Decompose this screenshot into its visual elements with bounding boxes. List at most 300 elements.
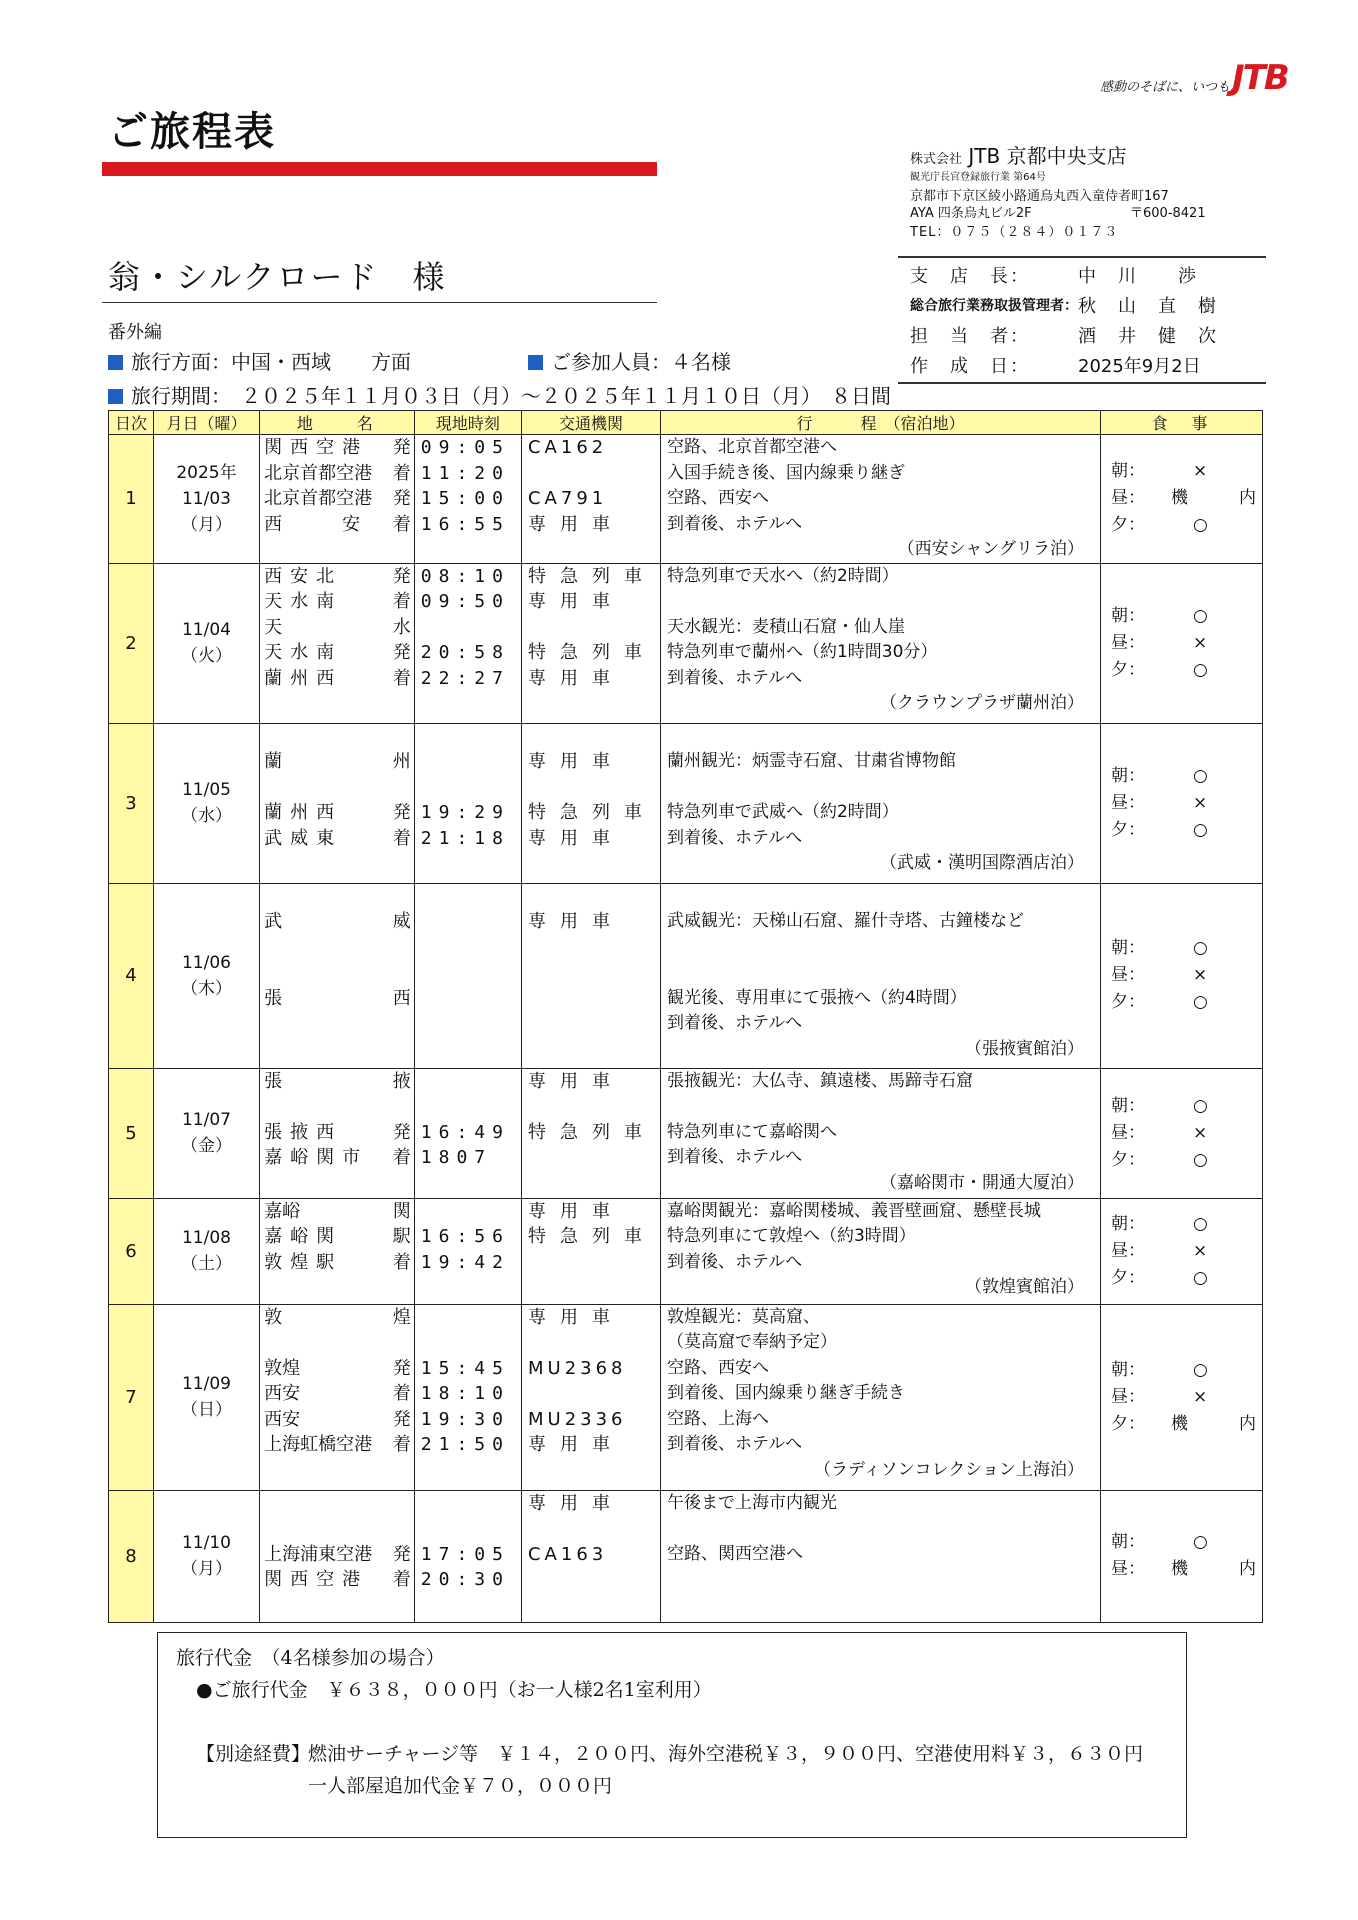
schedule-cell xyxy=(660,1068,1100,1198)
meal-value: ○ xyxy=(1192,819,1208,840)
destination-text: 旅行方面：中国・西域 方面 xyxy=(131,350,411,374)
time-line: 15:00 xyxy=(420,488,510,509)
date-text: 11/04 xyxy=(181,620,231,640)
meal-value: ○ xyxy=(1192,1095,1208,1116)
place-action: 着 xyxy=(392,1147,411,1168)
staff-value: 中 川 渉 xyxy=(1078,266,1198,287)
place-name: 天 xyxy=(264,616,283,638)
meal-key: 夕： xyxy=(1110,1413,1145,1434)
hotel-line: （武威・漢明国際酒店泊） xyxy=(879,853,1084,873)
place-line xyxy=(260,749,414,775)
meal-key: 朝： xyxy=(1110,765,1145,786)
time-line xyxy=(415,1171,521,1197)
meal-key: 朝： xyxy=(1110,1095,1145,1116)
date-text: 11/10 xyxy=(181,1533,231,1553)
time-line xyxy=(415,1516,521,1542)
meal-line xyxy=(1101,935,1262,962)
place-action: 着 xyxy=(392,1383,411,1404)
day-number: 6 xyxy=(109,1198,154,1304)
meal-line xyxy=(1101,1265,1262,1292)
meal-value: × xyxy=(1192,792,1208,813)
meal-value: ○ xyxy=(1192,1267,1208,1288)
date-cell xyxy=(153,883,259,1068)
meal-key: 昼： xyxy=(1110,1122,1145,1143)
meal-key: 夕： xyxy=(1110,1149,1145,1170)
itinerary-day-row xyxy=(109,563,1263,723)
transport-line xyxy=(522,1432,660,1458)
date-text: （土） xyxy=(180,1254,232,1274)
place-line xyxy=(260,435,414,461)
place-action: 発 xyxy=(392,488,411,509)
schedule-line: 特急列車で天水へ（約2時間） xyxy=(666,565,899,586)
transport-line xyxy=(522,1330,660,1356)
meal-cell xyxy=(1100,1490,1262,1622)
place-line xyxy=(260,1305,414,1331)
time-line: 09:50 xyxy=(420,591,510,612)
transport-line xyxy=(522,1224,660,1250)
schedule-line: 到着後、国内線乗り継ぎ手続き xyxy=(666,1383,905,1403)
transport-line xyxy=(522,1069,660,1095)
schedule-line xyxy=(661,724,1100,750)
time-line xyxy=(415,1069,521,1095)
place-line xyxy=(260,1593,414,1619)
time-line: 18:10 xyxy=(420,1383,510,1404)
destination-info xyxy=(108,346,411,375)
place-action: 着 xyxy=(392,827,411,849)
place-name: 嘉峪関市 xyxy=(264,1147,369,1168)
transport-text: 専用車 xyxy=(527,827,624,849)
place-name: 嘉峪 xyxy=(264,1200,301,1222)
meal-key: 昼： xyxy=(1110,1386,1145,1407)
transport-line xyxy=(522,589,660,615)
date-text: （木） xyxy=(180,978,232,999)
transport-line xyxy=(522,615,660,641)
hotel-line: （ラディソンコレクション上海泊） xyxy=(813,1459,1084,1480)
schedule-line xyxy=(661,589,1100,615)
place-action: 発 xyxy=(392,1543,411,1565)
place-line xyxy=(260,1567,414,1593)
col-header: 現地時刻 xyxy=(414,411,521,435)
time-line: 09:05 xyxy=(420,437,510,458)
col-header: 食 事 xyxy=(1100,411,1262,435)
meal-cell xyxy=(1100,563,1262,723)
date-text: 11/05 xyxy=(181,780,231,800)
place-line xyxy=(260,666,414,692)
schedule-line: 到着後、ホテルへ xyxy=(666,667,803,688)
place-action: 発 xyxy=(392,802,411,823)
transport-text: 専用車 xyxy=(527,591,624,612)
meal-line xyxy=(1101,1384,1262,1411)
meal-line xyxy=(1101,630,1262,657)
transport-text: CA162 xyxy=(527,437,608,458)
period-text: 旅行期間： ２０２５年１１月０３日（月）～２０２５年１１月１０日（月） ８日間 xyxy=(131,384,891,408)
schedule-line: 特急列車で武威へ（約2時間） xyxy=(666,802,899,822)
meal-key: 昼： xyxy=(1110,965,1145,985)
staff-key: 担 当 者： xyxy=(910,326,1030,347)
meal-value: ○ xyxy=(1192,1213,1208,1234)
hotel-line: （クラウンプラザ蘭州泊） xyxy=(879,693,1084,713)
place-action: 駅 xyxy=(392,1226,411,1247)
place-action: 着 xyxy=(392,1251,411,1273)
transport-line xyxy=(522,851,660,877)
time-line xyxy=(415,691,521,717)
meal-line xyxy=(1101,458,1262,485)
time-line xyxy=(415,960,521,986)
day-number: 2 xyxy=(109,563,154,723)
schedule-line: 到着後、ホテルへ xyxy=(666,827,803,848)
place-action: 発 xyxy=(392,642,411,663)
place-name: 敦煌 xyxy=(264,1357,301,1379)
col-header: 日次 xyxy=(109,411,154,435)
time-line xyxy=(415,986,521,1012)
time-line xyxy=(415,775,521,801)
schedule-line xyxy=(661,935,1100,961)
place-line xyxy=(260,935,414,961)
time-line: 16:55 xyxy=(420,513,510,535)
transport-line xyxy=(522,1037,660,1063)
schedule-line xyxy=(661,1094,1100,1120)
place-name: 上海虹橋空港 xyxy=(264,1434,373,1455)
place-line xyxy=(260,1171,414,1197)
meal-value: × xyxy=(1192,1240,1208,1261)
schedule-line xyxy=(661,1593,1100,1619)
transport-line xyxy=(522,909,660,935)
time-line xyxy=(415,909,521,935)
date-text: （金） xyxy=(180,1136,232,1156)
place-name: 蘭州西 xyxy=(264,667,343,689)
meal-line xyxy=(1101,763,1262,790)
meal-value: × xyxy=(1192,1122,1208,1143)
time-line xyxy=(415,749,521,775)
day-number: 5 xyxy=(109,1068,154,1198)
place-action: 発 xyxy=(392,1408,411,1430)
place-name: 天水南 xyxy=(264,642,343,663)
meal-key: 昼： xyxy=(1110,792,1145,813)
place-line xyxy=(260,486,414,512)
time-line xyxy=(415,615,521,641)
day-number: 1 xyxy=(109,435,154,564)
schedule-cell xyxy=(660,1490,1100,1622)
place-cell xyxy=(260,1198,415,1304)
meal-key: 夕： xyxy=(1110,515,1145,536)
schedule-line: 空路、上海へ xyxy=(666,1408,769,1429)
schedule-line: 張掖観光：大仏寺、鎮遠楼、馬蹄寺石窟 xyxy=(666,1070,973,1091)
time-cell xyxy=(414,1304,521,1490)
transport-cell xyxy=(521,435,660,564)
place-name: 北京首都空港 xyxy=(264,488,373,509)
transport-text: CA163 xyxy=(527,1543,608,1565)
schedule-line: 蘭州観光：炳霊寺石窟、甘粛省博物館 xyxy=(666,751,956,771)
transport-text: 専用車 xyxy=(527,1200,624,1222)
place-cell xyxy=(260,1068,415,1198)
col-header: 地 名 xyxy=(260,411,415,435)
extra-cost-line2: 一人部屋追加代金￥７０，０００円 xyxy=(308,1775,613,1797)
place-name: 天水南 xyxy=(264,591,343,612)
schedule-line xyxy=(661,960,1100,986)
time-line xyxy=(415,1330,521,1356)
place-line xyxy=(260,1011,414,1037)
transport-line xyxy=(522,537,660,563)
place-action: 着 xyxy=(392,1434,411,1455)
time-line: 15:45 xyxy=(420,1357,510,1379)
place-line xyxy=(260,1381,414,1407)
transport-line xyxy=(522,1381,660,1407)
participants-text: ご参加人員：４名様 xyxy=(551,350,731,374)
schedule-line: 到着後、ホテルへ xyxy=(666,1013,803,1033)
meal-key: 昼： xyxy=(1110,1559,1145,1579)
transport-line xyxy=(522,1567,660,1593)
transport-line xyxy=(522,884,660,910)
transport-line xyxy=(522,1305,660,1331)
place-action: 掖 xyxy=(392,1070,411,1092)
place-line xyxy=(260,691,414,717)
meal-value: × xyxy=(1192,632,1208,653)
itinerary-day-row xyxy=(109,1068,1263,1198)
transport-line xyxy=(522,1542,660,1568)
transport-line xyxy=(522,640,660,666)
itinerary-day-row xyxy=(109,883,1263,1068)
time-cell xyxy=(414,1490,521,1622)
meal-cell xyxy=(1100,723,1262,883)
time-line: 19:29 xyxy=(420,802,510,823)
date-text: （月） xyxy=(180,514,232,535)
schedule-line: 敦煌観光：莫高窟、 xyxy=(666,1306,820,1327)
date-text: 2025年 xyxy=(176,462,237,483)
title-underline xyxy=(102,162,657,176)
time-line: 1807 xyxy=(420,1147,493,1168)
meal-line xyxy=(1101,989,1262,1016)
transport-text: MU2368 xyxy=(527,1357,627,1379)
transport-cell xyxy=(521,1304,660,1490)
meal-line xyxy=(1101,485,1262,512)
schedule-line xyxy=(661,775,1100,801)
place-action: 水 xyxy=(392,616,411,638)
extra-cost-line1: 燃油サーチャージ等 ￥１４，２００円、海外空港税￥３，９００円、空港使用料￥３，６３０円 xyxy=(308,1743,1144,1765)
place-line xyxy=(260,851,414,877)
transport-cell xyxy=(521,1490,660,1622)
meal-cell xyxy=(1100,1198,1262,1304)
meal-value: ○ xyxy=(1192,938,1208,958)
meal-value: ○ xyxy=(1192,605,1208,626)
day-number: 7 xyxy=(109,1304,154,1490)
schedule-line: 特急列車にて敦煌へ（約3時間） xyxy=(666,1226,916,1246)
place-line xyxy=(260,1094,414,1120)
schedule-line xyxy=(661,884,1100,910)
meal-line xyxy=(1101,1411,1262,1438)
transport-line xyxy=(522,986,660,1012)
place-name: 上海浦東空港 xyxy=(264,1543,373,1565)
place-line xyxy=(260,461,414,487)
place-name: 蘭 xyxy=(264,751,283,772)
date-text: 11/07 xyxy=(181,1110,231,1130)
transport-text: 専用車 xyxy=(527,911,624,932)
transport-line xyxy=(522,435,660,461)
transport-line xyxy=(522,1407,660,1433)
schedule-line: 午後まで上海市内観光 xyxy=(666,1492,837,1513)
transport-text: 特急列車 xyxy=(527,565,656,587)
meal-key: 昼： xyxy=(1110,632,1145,653)
transport-line xyxy=(522,1145,660,1171)
place-line xyxy=(260,512,414,538)
itinerary-day-row xyxy=(109,1490,1263,1622)
place-line xyxy=(260,775,414,801)
place-name: 張掖西 xyxy=(264,1121,343,1143)
place-action: 煌 xyxy=(392,1306,411,1328)
place-cell xyxy=(260,883,415,1068)
time-cell xyxy=(414,1198,521,1304)
period-info xyxy=(108,380,891,409)
meal-key: 夕： xyxy=(1110,659,1145,680)
place-name: 西安 xyxy=(264,1383,301,1404)
itinerary-day-row xyxy=(109,723,1263,883)
bullet-square-icon xyxy=(108,389,123,404)
transport-text: 専用車 xyxy=(527,1306,624,1328)
place-line xyxy=(260,1069,414,1095)
meal-line xyxy=(1101,1357,1262,1384)
address-line2: AYA 四条烏丸ビル2F xyxy=(910,206,1032,221)
transport-text: 専用車 xyxy=(527,751,624,772)
client-underline xyxy=(102,302,657,303)
time-line xyxy=(415,884,521,910)
schedule-line: 特急列車にて嘉峪関へ xyxy=(666,1121,837,1142)
place-name: 西安北 xyxy=(264,565,343,587)
transport-line xyxy=(522,461,660,487)
place-line xyxy=(260,1491,414,1517)
time-line xyxy=(415,1458,521,1484)
place-action: 着 xyxy=(392,1569,411,1590)
meal-value: ○ xyxy=(1192,659,1208,680)
schedule-cell xyxy=(660,1304,1100,1490)
place-line xyxy=(260,1542,414,1568)
date-cell xyxy=(153,1198,259,1304)
meal-value: ○ xyxy=(1192,1359,1208,1380)
schedule-line xyxy=(661,1516,1100,1542)
time-line xyxy=(415,1094,521,1120)
schedule-line: 到着後、ホテルへ xyxy=(666,1251,803,1272)
date-cell xyxy=(153,1490,259,1622)
place-line xyxy=(260,960,414,986)
time-cell xyxy=(414,723,521,883)
transport-text: 特急列車 xyxy=(527,1121,656,1143)
meal-key: 朝： xyxy=(1110,1213,1145,1234)
schedule-line: 観光後、専用車にて張掖へ（約4時間） xyxy=(666,987,967,1008)
transport-cell xyxy=(521,1198,660,1304)
time-line xyxy=(415,851,521,877)
date-cell xyxy=(153,435,259,564)
meal-key: 夕： xyxy=(1110,992,1145,1012)
time-line xyxy=(415,1305,521,1331)
transport-text: 専用車 xyxy=(527,513,624,535)
place-line xyxy=(260,640,414,666)
meal-line xyxy=(1101,1556,1262,1583)
bullet-square-icon xyxy=(528,355,543,370)
time-line: 21:18 xyxy=(420,827,510,849)
place-line xyxy=(260,1120,414,1146)
time-line: 20:30 xyxy=(420,1569,510,1590)
place-action: 州 xyxy=(392,751,411,772)
meal-value: ○ xyxy=(1192,1149,1208,1170)
place-name: 武 xyxy=(264,911,283,932)
place-name: 関西空港 xyxy=(264,1569,369,1590)
jtb-logo: JTB xyxy=(1232,58,1288,98)
schedule-line: 嘉峪関観光：嘉峪関楼城、義晋壁画窟、懸壁長城 xyxy=(666,1200,1041,1221)
meal-line xyxy=(1101,962,1262,989)
itinerary-day-row xyxy=(109,1304,1263,1490)
date-text: （水） xyxy=(180,806,232,826)
date-text: 11/09 xyxy=(181,1374,231,1394)
extra-cost-label: 【別途経費】 xyxy=(196,1743,311,1765)
schedule-cell xyxy=(660,563,1100,723)
transport-cell xyxy=(521,563,660,723)
time-line xyxy=(415,1593,521,1619)
transport-line xyxy=(522,1593,660,1619)
place-action: 着 xyxy=(392,462,411,484)
hotel-line: （敦煌賓館泊） xyxy=(964,1277,1084,1297)
transport-line xyxy=(522,1491,660,1517)
time-line: 22:27 xyxy=(420,667,510,689)
transport-text: 特急列車 xyxy=(527,802,656,823)
transport-text: 専用車 xyxy=(527,667,624,689)
time-line: 19:42 xyxy=(420,1251,510,1273)
place-action: 着 xyxy=(392,591,411,612)
staff-key: 総合旅行業務取扱管理者： xyxy=(910,298,1078,314)
place-line xyxy=(260,1458,414,1484)
time-line xyxy=(415,1037,521,1063)
place-line xyxy=(260,724,414,750)
schedule-line: 空路、北京首都空港へ xyxy=(666,437,837,457)
schedule-line xyxy=(661,1567,1100,1593)
place-name: 敦煌駅 xyxy=(264,1251,343,1273)
place-line xyxy=(260,615,414,641)
transport-line xyxy=(522,826,660,852)
day-number: 3 xyxy=(109,723,154,883)
transport-line xyxy=(522,564,660,590)
date-text: （日） xyxy=(180,1400,232,1420)
meal-key: 朝： xyxy=(1110,938,1145,958)
meal-line xyxy=(1101,1238,1262,1265)
price-box xyxy=(157,1632,1187,1838)
transport-line xyxy=(522,724,660,750)
client-name: 翁・シルクロード 様 xyxy=(108,258,447,296)
time-line: 19:30 xyxy=(420,1408,510,1430)
place-name: 西安 xyxy=(264,1408,301,1430)
staff-value: 秋 山 直 樹 xyxy=(1078,296,1218,317)
time-line xyxy=(415,537,521,563)
participants-info xyxy=(528,346,731,375)
transport-line xyxy=(522,1011,660,1037)
itinerary-day-row xyxy=(109,435,1263,564)
time-line xyxy=(415,1491,521,1517)
day-number: 4 xyxy=(109,883,154,1068)
price-main: ●ご旅行代金 ￥６３８，０００円（お一人様2名1室利用） xyxy=(196,1679,712,1701)
transport-line xyxy=(522,666,660,692)
meal-line xyxy=(1101,603,1262,630)
place-cell xyxy=(260,435,415,564)
meal-value: ○ xyxy=(1192,515,1208,536)
date-text: （火） xyxy=(180,646,232,666)
time-line: 08:10 xyxy=(420,565,510,587)
license-number: 観光庁長官登録旅行業 第64号 xyxy=(910,172,1046,183)
schedule-cell xyxy=(660,435,1100,564)
meal-key: 朝： xyxy=(1110,461,1145,482)
schedule-line: 空路、西安へ xyxy=(666,488,769,508)
col-header: 交通機関 xyxy=(521,411,660,435)
schedule-line: 入国手続き後、国内線乗り継ぎ xyxy=(666,462,905,483)
meal-line xyxy=(1101,1211,1262,1238)
day-number: 8 xyxy=(109,1490,154,1622)
company-prefix: 株式会社 xyxy=(910,152,963,167)
page-title: ご旅程表 xyxy=(108,109,276,155)
